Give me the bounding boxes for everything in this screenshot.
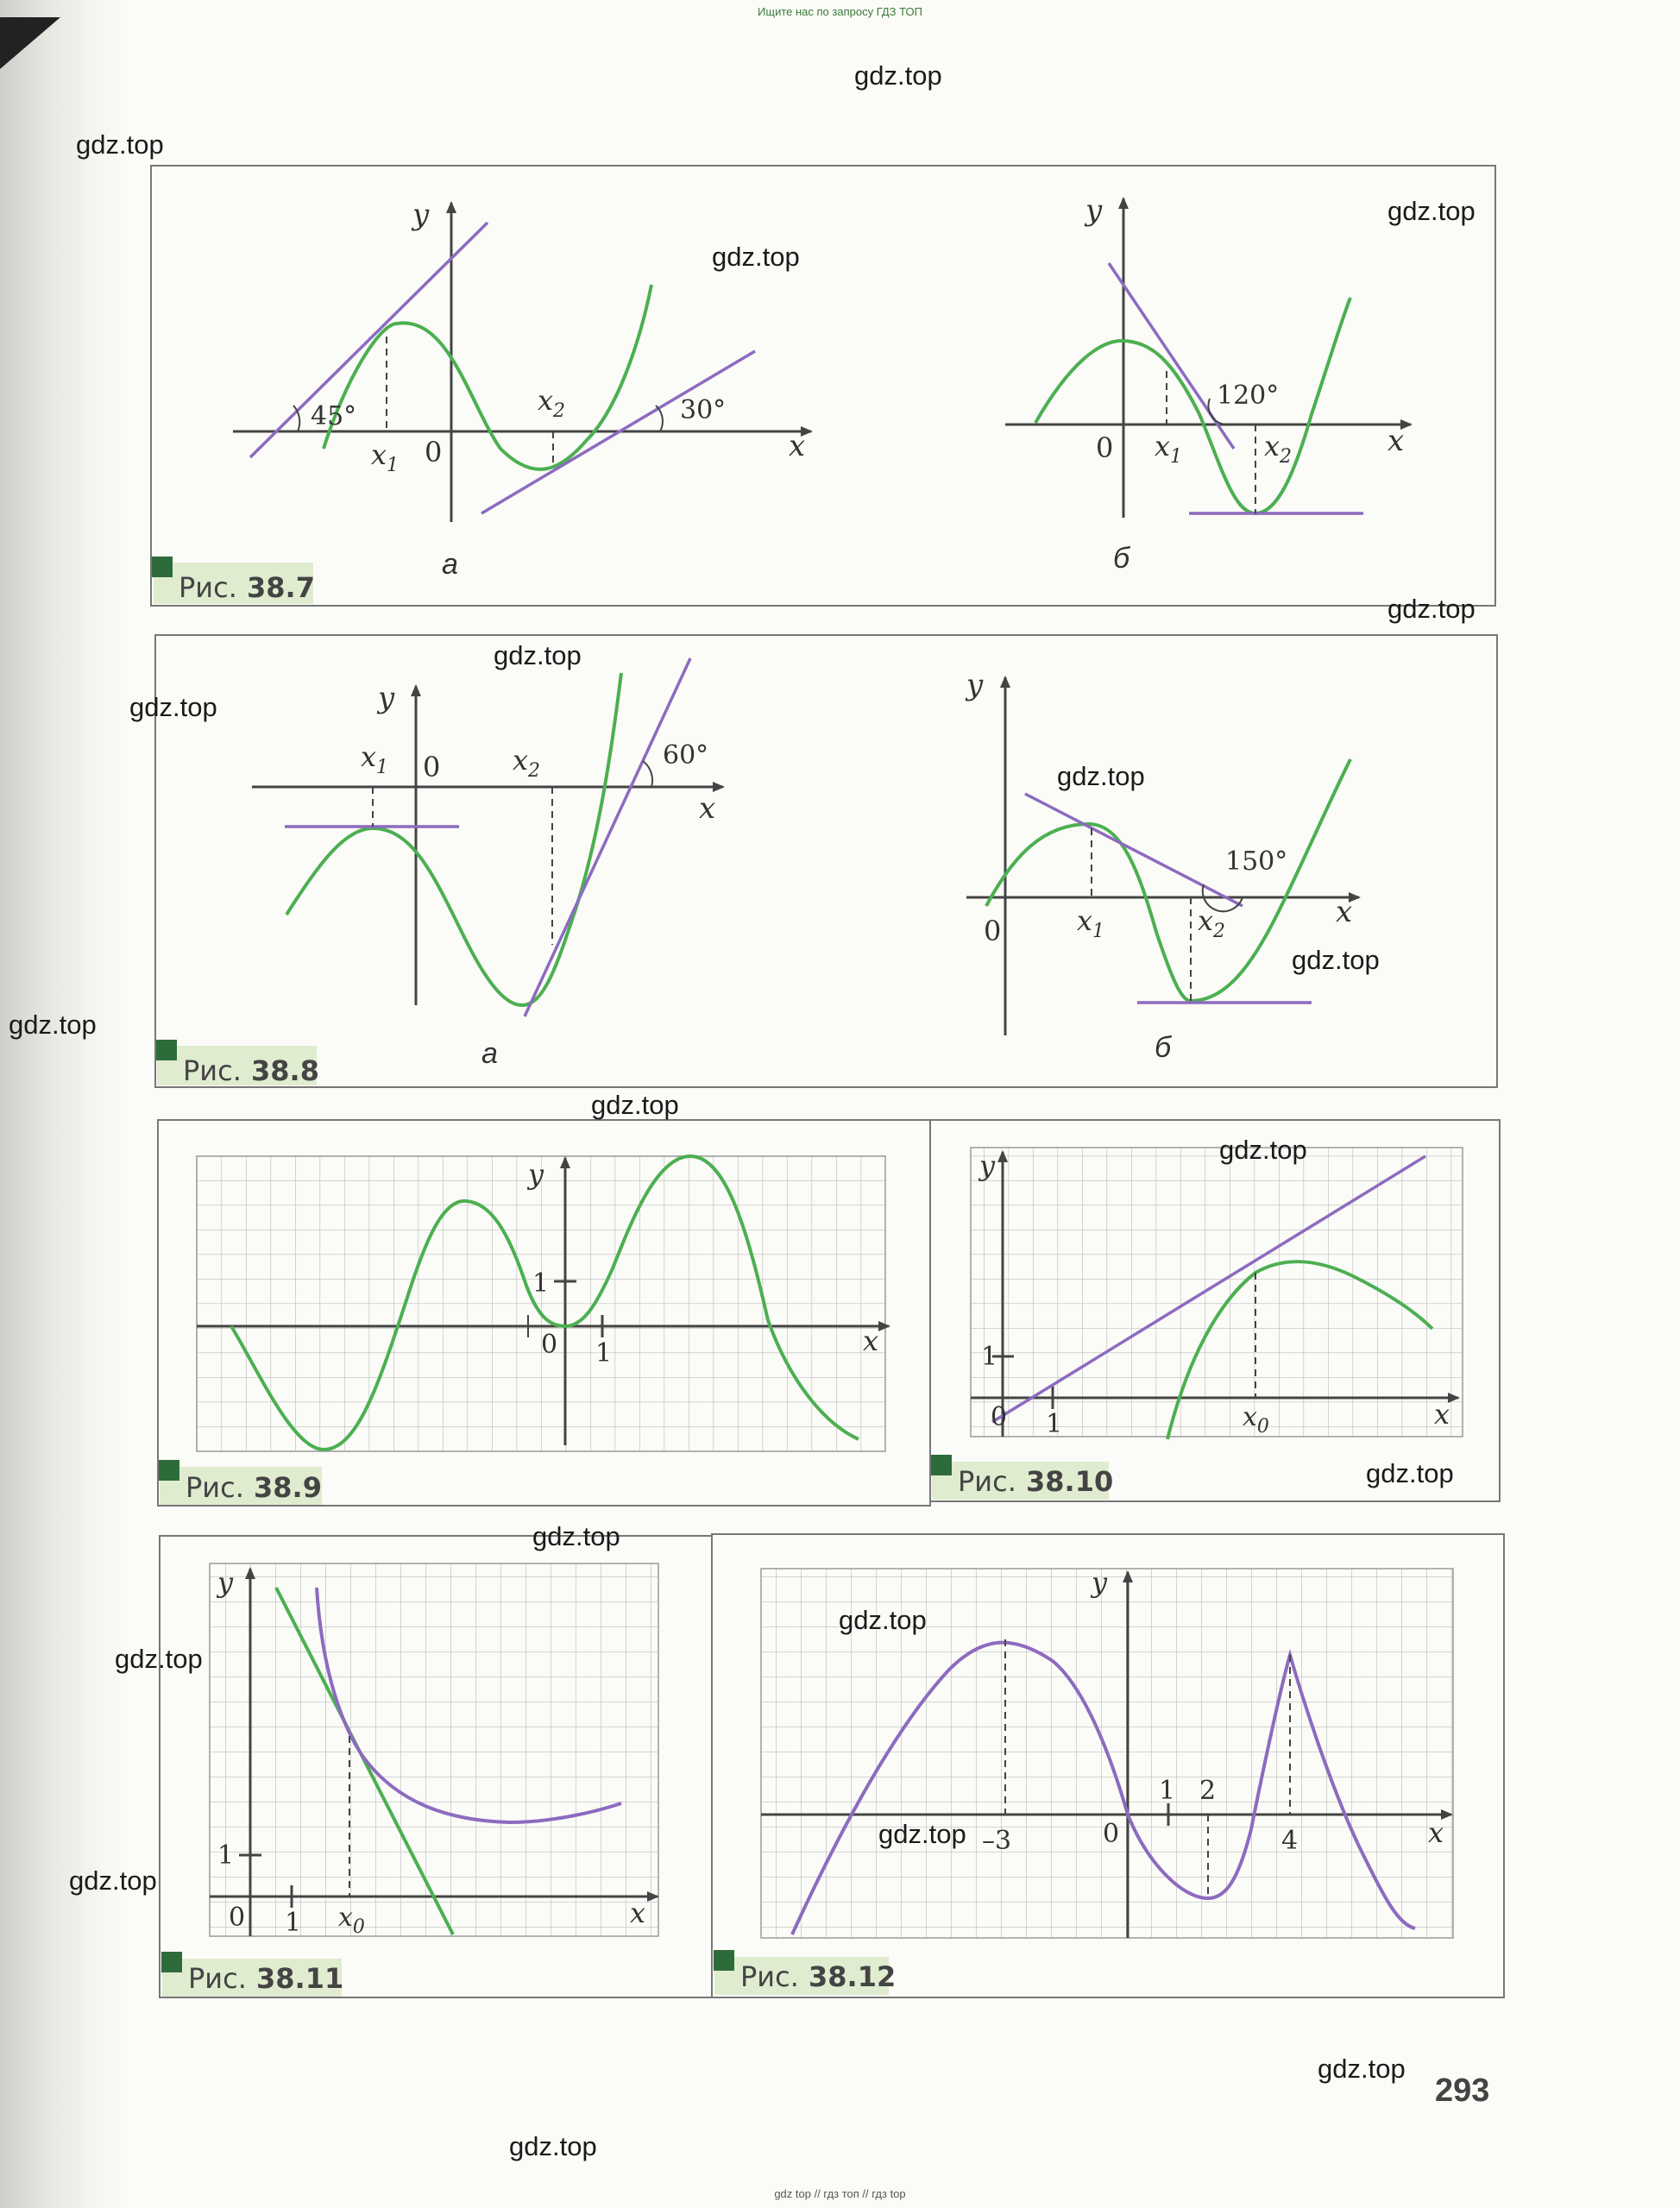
caption-word: Рис. <box>186 1471 244 1504</box>
x-tick-label-1: 1 <box>1159 1776 1176 1806</box>
angle-label-45: 45° <box>311 401 357 431</box>
tangent-line <box>1025 794 1243 906</box>
x-tick-label-4: 4 <box>1281 1826 1299 1856</box>
graph-38-8a <box>252 658 723 1070</box>
figure-frame <box>155 635 1497 1087</box>
x1-label: $x_1$ <box>1155 430 1183 468</box>
watermark-17: gdz.top <box>878 1819 966 1849</box>
x1-label: $x_1$ <box>1077 904 1105 942</box>
sublabel-b: б <box>1113 542 1130 575</box>
sublabel-a: а <box>481 1037 498 1070</box>
x0-label: $x_0$ <box>338 1903 365 1938</box>
caption-square <box>156 1040 177 1060</box>
x-tick-label-2: 2 <box>1199 1776 1217 1806</box>
origin-label: 0 <box>425 436 443 469</box>
caption-square <box>159 1460 179 1481</box>
figure-38-7 <box>151 166 1495 606</box>
x-tick-label-1: 1 <box>285 1908 302 1938</box>
caption-number: 38.8 <box>251 1054 319 1087</box>
caption-square <box>714 1950 734 1971</box>
figure-38-8 <box>155 635 1497 1087</box>
header-note: Ищите нас по запросу ГДЗ ТОП <box>758 5 922 18</box>
figure-38-11 <box>160 1536 712 1997</box>
caption-number: 38.7 <box>247 571 315 604</box>
x-axis-label: x <box>863 1324 879 1357</box>
sublabel-a: а <box>442 548 458 581</box>
caption-number: 38.11 <box>256 1962 344 1995</box>
angle-label-120: 120° <box>1217 381 1280 411</box>
x0-label: $x_0$ <box>1243 1402 1269 1437</box>
watermark-19: gdz.top <box>1318 2054 1406 2084</box>
watermark-11: gdz.top <box>591 1090 679 1120</box>
sublabel-b: б <box>1155 1031 1172 1064</box>
watermark-6: gdz.top <box>494 640 582 670</box>
svg-text:Рис. 38.11 <box>188 1962 343 1995</box>
watermark-10: gdz.top <box>9 1010 97 1040</box>
origin-label: 0 <box>423 751 441 783</box>
x-tick-label-1: 1 <box>1046 1409 1063 1439</box>
caption-square <box>931 1455 952 1475</box>
graph-38-7b <box>1005 193 1411 575</box>
grid <box>971 1148 1463 1437</box>
y-tick-label-1: 1 <box>217 1840 235 1871</box>
x-axis-label: x <box>1336 895 1353 929</box>
watermark-3: gdz.top <box>1387 196 1476 226</box>
y-axis-label: y <box>966 668 984 702</box>
tangent-line <box>525 658 690 1016</box>
angle-label-150: 150° <box>1225 846 1288 877</box>
watermark-7: gdz.top <box>129 692 217 722</box>
x-axis-label: x <box>1428 1816 1444 1849</box>
figure-38-12 <box>712 1534 1504 1997</box>
graph-38-8b <box>965 668 1359 1064</box>
x1-label: $x_1$ <box>361 740 389 778</box>
page-number: 293 <box>1435 2073 1490 2109</box>
caption-square <box>152 557 173 577</box>
caption-number: 38.10 <box>1026 1465 1114 1498</box>
svg-text:Рис. 38.10 <box>958 1465 1113 1498</box>
y-axis-label: y <box>217 1566 234 1599</box>
y-tick-label-1: 1 <box>981 1342 998 1372</box>
angle-label-30: 30° <box>680 395 727 425</box>
x-axis-label: x <box>1434 1398 1450 1431</box>
watermark-1: gdz.top <box>854 60 942 91</box>
x2-label: $x_2$ <box>1198 904 1226 942</box>
origin-label: 0 <box>1096 431 1114 464</box>
caption-word: Рис. <box>188 1962 247 1995</box>
caption-word: Рис. <box>179 571 237 604</box>
svg-text:Рис. 38.9 <box>186 1471 322 1504</box>
watermark-12: gdz.top <box>1219 1135 1307 1165</box>
x-axis-label: x <box>1387 424 1405 458</box>
watermark-14: gdz.top <box>532 1521 620 1551</box>
watermark-8: gdz.top <box>1057 761 1145 791</box>
watermark-9: gdz.top <box>1292 945 1380 975</box>
origin-label: 0 <box>1103 1819 1120 1849</box>
watermark-4: gdz.top <box>712 242 800 272</box>
x-tick-label-1: 1 <box>595 1338 613 1368</box>
origin-label: 0 <box>991 1402 1008 1432</box>
caption-number: 38.12 <box>809 1960 897 1993</box>
origin-label: 0 <box>541 1330 558 1360</box>
y-tick-label-1: 1 <box>532 1268 550 1299</box>
figure-frame <box>151 166 1495 606</box>
x1-label: $x_1$ <box>371 438 400 476</box>
grid <box>197 1156 885 1451</box>
watermark-20: gdz.top <box>509 2131 597 2161</box>
y-axis-label: y <box>1092 1566 1108 1599</box>
x-axis-label: x <box>789 429 806 463</box>
watermark-15: gdz.top <box>839 1605 927 1635</box>
y-axis-label: y <box>528 1158 544 1191</box>
watermark-5: gdz.top <box>1387 594 1476 624</box>
origin-label: 0 <box>229 1903 246 1933</box>
x-tick-label-neg3: –3 <box>982 1826 1012 1856</box>
watermark-18: gdz.top <box>69 1865 157 1896</box>
caption-word: Рис. <box>183 1054 242 1087</box>
grid <box>210 1563 658 1936</box>
x2-label: $x_2$ <box>538 384 566 422</box>
angle-arc-60 <box>643 761 652 787</box>
svg-text:Рис. 38.7 <box>179 571 315 604</box>
origin-label: 0 <box>984 915 1002 947</box>
figure-38-9 <box>158 1120 930 1506</box>
caption-square <box>161 1952 182 1972</box>
watermark-13: gdz.top <box>1366 1458 1454 1488</box>
y-axis-label: y <box>412 198 430 232</box>
figure-38-10 <box>930 1120 1500 1501</box>
x2-label: $x_2$ <box>513 744 541 782</box>
x-axis-label: x <box>630 1897 646 1929</box>
svg-text:Рис. 38.8 <box>183 1054 319 1087</box>
svg-text:Рис. 38.12 <box>740 1960 896 1993</box>
angle-label-60: 60° <box>663 740 709 771</box>
footer-note: gdz top // гдз топ // гдз top <box>774 2187 906 2200</box>
y-axis-label: y <box>378 681 395 715</box>
y-axis-label: y <box>1085 193 1103 228</box>
caption-word: Рис. <box>740 1960 799 1993</box>
caption-word: Рис. <box>958 1465 1016 1498</box>
watermark-2: gdz.top <box>76 129 164 160</box>
caption-number: 38.9 <box>254 1471 322 1504</box>
x-axis-label: x <box>699 791 716 826</box>
function-curve <box>1035 298 1350 513</box>
function-curve <box>286 673 621 1005</box>
watermark-16: gdz.top <box>115 1644 203 1674</box>
x2-label: $x_2$ <box>1264 430 1293 468</box>
y-axis-label: y <box>979 1149 996 1182</box>
